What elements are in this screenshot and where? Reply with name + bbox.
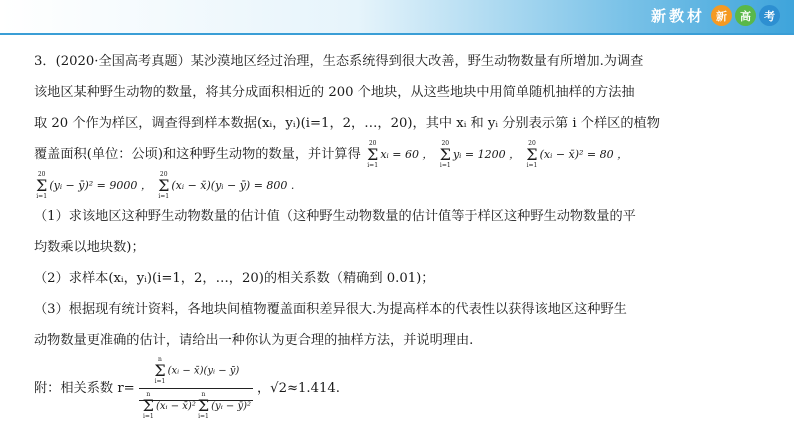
brand-text: 新教材 [650, 7, 705, 25]
problem-line-3: 取 20 个作为样区，调查得到样本数据(xᵢ，yᵢ)(i=1，2，…，20)，其中 xᵢ 和 yᵢ 分别表示第 i 个样区的植物 [34, 116, 660, 131]
brand-circle-kao: 考 [759, 5, 780, 26]
brand-circle-xin: 新 [711, 5, 732, 26]
note-formula [34, 356, 764, 420]
sum-symbol: 20 Σ i=1 [439, 139, 451, 169]
problem-body [34, 46, 764, 420]
problem-line-2: 该地区某种野生动物的数量，将其分成面积相近的 200 个地块，从这些地块中用简单随机抽样的方法抽 [34, 85, 635, 100]
header-divider [0, 33, 794, 35]
sum-symbol: 20 Σ i=1 [158, 170, 170, 200]
sum-symbol: n Σ i=1 [197, 391, 210, 420]
sum-symbol: 20 Σ i=1 [36, 170, 48, 200]
equation-sum-y-variance: (yᵢ − ȳ)² = 9000 ， [49, 179, 152, 192]
sum-symbol: n Σ i=1 [154, 356, 166, 385]
equation-sum-x-variance: (xᵢ − x̄)² = 80 ， [539, 148, 629, 161]
question-3-line-1: （3）根据现有统计资料，各地块间植物覆盖面积差异很大.为提高样本的代表性以获得该地区这种野生 [34, 302, 627, 317]
question-1-line-2: 均数乘以地块数)； [34, 240, 145, 255]
brand-circle-gao: 高 [735, 5, 756, 26]
equation-sum-y: yᵢ = 1200 ， [452, 148, 521, 161]
question-3-line-2: 动物数量更准确的估计，请给出一种你认为更合理的抽样方法，并说明理由. [34, 333, 474, 348]
sum-symbol: 20 Σ i=1 [367, 139, 379, 169]
denominator-part-b: (yᵢ − ȳ)² [211, 400, 251, 412]
brand-logo [651, 5, 780, 26]
problem-line-5 [34, 170, 764, 201]
denominator-part-a: (xᵢ − x̄)² [155, 400, 196, 412]
sqrt-denominator [139, 391, 253, 420]
correlation-fraction [139, 356, 253, 421]
problem-line-4 [34, 139, 764, 170]
equation-sum-covariance: (xᵢ − x̄)(yᵢ − ȳ) = 800 . [171, 179, 295, 192]
sum-symbol: 20 Σ i=1 [526, 139, 538, 169]
problem-line-4-text: 覆盖面积(单位：公顷)和这种野生动物的数量，并计算得 [34, 147, 361, 162]
question-2: （2）求样本(xᵢ，yᵢ)(i=1，2，…，20)的相关系数（精确到 0.01)； [34, 271, 435, 286]
problem-line-1: 3．(2020·全国高考真题）某沙漠地区经过治理，生态系统得到很大改善，野生动物数量有所增加.为调查 [34, 54, 644, 69]
note-label: 附：相关系数 r= [34, 381, 135, 396]
question-1-line-1: （1）求该地区这种野生动物数量的估计值（这种野生动物数量的估计值等于样区这种野生动物数量的平 [34, 209, 636, 224]
sum-symbol: n Σ i=1 [142, 391, 154, 420]
note-tail: ，√2≈1.414. [257, 381, 340, 396]
fraction-numerator: (xᵢ − x̄)(yᵢ − ȳ) [167, 365, 240, 377]
equation-sum-x: xᵢ = 60 ， [380, 148, 434, 161]
